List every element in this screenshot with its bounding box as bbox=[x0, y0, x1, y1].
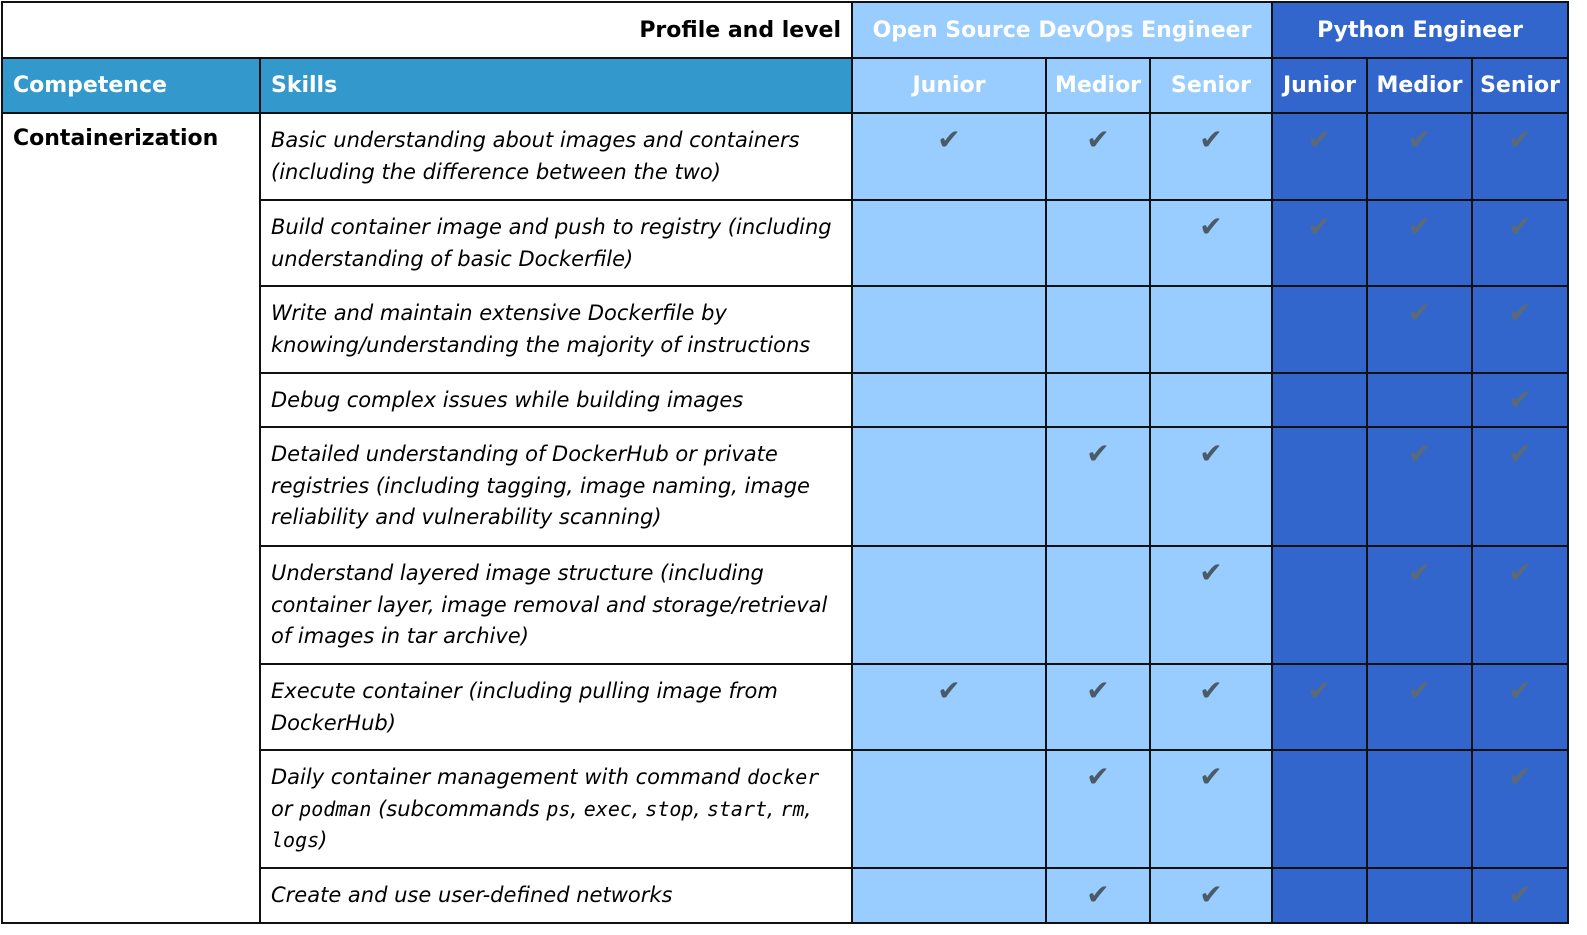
check-icon: ✔ bbox=[1307, 210, 1332, 243]
mark-cell bbox=[1367, 113, 1472, 200]
mark-cell bbox=[1367, 286, 1472, 373]
skill-cell: Execute container (including pulling image from DockerHub) bbox=[260, 664, 852, 750]
check-icon: ✔ bbox=[1199, 674, 1223, 707]
group-open-source-devops-engineer: Open Source DevOps Engineer bbox=[852, 2, 1272, 58]
mark-cell bbox=[1272, 750, 1367, 868]
mark-cell bbox=[1367, 750, 1472, 868]
mark-cell bbox=[1472, 546, 1568, 664]
skill-cell bbox=[260, 750, 852, 868]
mark-cell bbox=[1272, 546, 1367, 664]
mark-cell bbox=[1367, 373, 1472, 427]
mark-cell bbox=[1272, 200, 1367, 286]
check-icon: ✔ bbox=[1407, 556, 1432, 589]
mark-cell bbox=[1046, 200, 1150, 286]
skill-cell: Basic understanding about images and containers (including the difference between the two) bbox=[260, 113, 852, 200]
mark-cell bbox=[1272, 427, 1367, 546]
mark-cell bbox=[1472, 750, 1568, 868]
skill-text: , bbox=[804, 796, 812, 821]
level-py-senior: Senior bbox=[1472, 58, 1568, 113]
skill-text: , bbox=[570, 796, 584, 821]
check-icon: ✔ bbox=[1508, 674, 1532, 707]
skill-code: rm bbox=[780, 796, 805, 821]
mark-cell bbox=[1472, 868, 1568, 923]
check-icon: ✔ bbox=[1307, 123, 1332, 156]
skill-code: docker bbox=[747, 765, 820, 789]
mark-cell bbox=[1272, 113, 1367, 200]
mark-cell bbox=[852, 373, 1046, 427]
mark-cell bbox=[1367, 200, 1472, 286]
skill-code: ps bbox=[546, 796, 571, 821]
skill-code: podman bbox=[299, 796, 372, 821]
mark-cell bbox=[852, 546, 1046, 664]
level-oss-senior: Senior bbox=[1150, 58, 1272, 113]
check-icon: ✔ bbox=[1508, 296, 1532, 329]
check-icon: ✔ bbox=[937, 674, 961, 707]
check-icon: ✔ bbox=[1508, 437, 1532, 470]
check-icon: ✔ bbox=[1508, 556, 1532, 589]
profile-header-row bbox=[2, 2, 1568, 58]
skill-text: or bbox=[271, 796, 300, 821]
mark-cell bbox=[1367, 427, 1472, 546]
mark-cell bbox=[1367, 546, 1472, 664]
level-oss-junior: Junior bbox=[852, 58, 1046, 113]
mark-cell bbox=[1046, 750, 1150, 868]
check-icon: ✔ bbox=[1086, 760, 1110, 793]
mark-cell bbox=[1046, 664, 1150, 750]
mark-cell bbox=[1150, 546, 1272, 664]
mark-cell bbox=[852, 286, 1046, 373]
mark-cell bbox=[1150, 200, 1272, 286]
check-icon: ✔ bbox=[1508, 383, 1532, 416]
mark-cell bbox=[1150, 113, 1272, 200]
check-icon: ✔ bbox=[1086, 674, 1110, 707]
level-oss-medior: Medior bbox=[1046, 58, 1150, 113]
mark-cell bbox=[1150, 664, 1272, 750]
mark-cell bbox=[1150, 750, 1272, 868]
skill-code: start bbox=[706, 796, 768, 821]
check-icon: ✔ bbox=[1199, 123, 1223, 156]
skill-text: ) bbox=[319, 828, 328, 852]
table-row bbox=[2, 113, 1568, 200]
check-icon: ✔ bbox=[1199, 437, 1223, 470]
mark-cell bbox=[1046, 286, 1150, 373]
mark-cell bbox=[1367, 868, 1472, 923]
skill-cell: Build container image and push to registry (including understanding of basic Dockerfile) bbox=[260, 200, 852, 286]
level-header-row bbox=[2, 58, 1568, 113]
level-py-medior: Medior bbox=[1367, 58, 1472, 113]
mark-cell bbox=[1272, 664, 1367, 750]
check-icon: ✔ bbox=[1407, 210, 1432, 243]
skill-cell: Detailed understanding of DockerHub or private registries (including tagging, image naming, image reliability and vulnerability scanning) bbox=[260, 427, 852, 546]
check-icon: ✔ bbox=[1407, 123, 1432, 156]
mark-cell bbox=[852, 200, 1046, 286]
skill-cell: Create and use user-defined networks bbox=[260, 868, 852, 923]
skills-header: Skills bbox=[260, 58, 852, 113]
check-icon: ✔ bbox=[1086, 123, 1110, 156]
check-icon: ✔ bbox=[1307, 674, 1332, 707]
mark-cell bbox=[1046, 427, 1150, 546]
competence-matrix bbox=[1, 1, 1569, 924]
skill-text: , bbox=[767, 796, 781, 821]
mark-cell bbox=[1472, 373, 1568, 427]
mark-cell bbox=[1046, 113, 1150, 200]
skill-text: , bbox=[631, 796, 646, 821]
mark-cell bbox=[1046, 546, 1150, 664]
check-icon: ✔ bbox=[1199, 210, 1223, 243]
mark-cell bbox=[1272, 286, 1367, 373]
mark-cell bbox=[852, 664, 1046, 750]
mark-cell bbox=[852, 427, 1046, 546]
mark-cell bbox=[1472, 113, 1568, 200]
mark-cell bbox=[1150, 286, 1272, 373]
mark-cell bbox=[1272, 868, 1367, 923]
skill-cell: Write and maintain extensive Dockerfile by knowing/understanding the majority of instructions bbox=[260, 286, 852, 373]
check-icon: ✔ bbox=[1086, 437, 1110, 470]
check-icon: ✔ bbox=[1407, 674, 1432, 707]
skill-code: exec bbox=[583, 796, 632, 821]
skill-text: (subcommands bbox=[371, 796, 547, 821]
mark-cell bbox=[1150, 373, 1272, 427]
mark-cell bbox=[1472, 200, 1568, 286]
mark-cell bbox=[852, 113, 1046, 200]
mark-cell bbox=[1472, 286, 1568, 373]
skill-text: , bbox=[693, 796, 707, 821]
mark-cell bbox=[1150, 427, 1272, 546]
skill-cell: Debug complex issues while building images bbox=[260, 373, 852, 427]
check-icon: ✔ bbox=[1086, 878, 1110, 911]
mark-cell bbox=[1046, 373, 1150, 427]
check-icon: ✔ bbox=[1508, 878, 1532, 911]
mark-cell bbox=[1272, 373, 1367, 427]
mark-cell bbox=[1472, 664, 1568, 750]
competence-cell: Containerization bbox=[2, 113, 260, 923]
competence-header: Competence bbox=[2, 58, 260, 113]
profile-and-level-label: Profile and level bbox=[2, 2, 852, 58]
mark-cell bbox=[1472, 427, 1568, 546]
check-icon: ✔ bbox=[1407, 437, 1432, 470]
check-icon: ✔ bbox=[1508, 210, 1532, 243]
skill-cell: Understand layered image structure (including container layer, image removal and storage/retrieval of images in tar archive) bbox=[260, 546, 852, 664]
level-py-junior: Junior bbox=[1272, 58, 1367, 113]
mark-cell bbox=[852, 750, 1046, 868]
check-icon: ✔ bbox=[937, 123, 961, 156]
group-python-engineer: Python Engineer bbox=[1272, 2, 1568, 58]
mark-cell bbox=[1046, 868, 1150, 923]
skill-code: stop bbox=[645, 796, 694, 821]
check-icon: ✔ bbox=[1508, 760, 1532, 793]
check-icon: ✔ bbox=[1407, 296, 1432, 329]
mark-cell bbox=[852, 868, 1046, 923]
skill-text: Daily container management with command bbox=[271, 765, 748, 789]
check-icon: ✔ bbox=[1199, 556, 1223, 589]
mark-cell bbox=[1367, 664, 1472, 750]
check-icon: ✔ bbox=[1199, 878, 1223, 911]
skill-code: logs bbox=[271, 828, 320, 852]
check-icon: ✔ bbox=[1508, 123, 1532, 156]
check-icon: ✔ bbox=[1199, 760, 1223, 793]
mark-cell bbox=[1150, 868, 1272, 923]
